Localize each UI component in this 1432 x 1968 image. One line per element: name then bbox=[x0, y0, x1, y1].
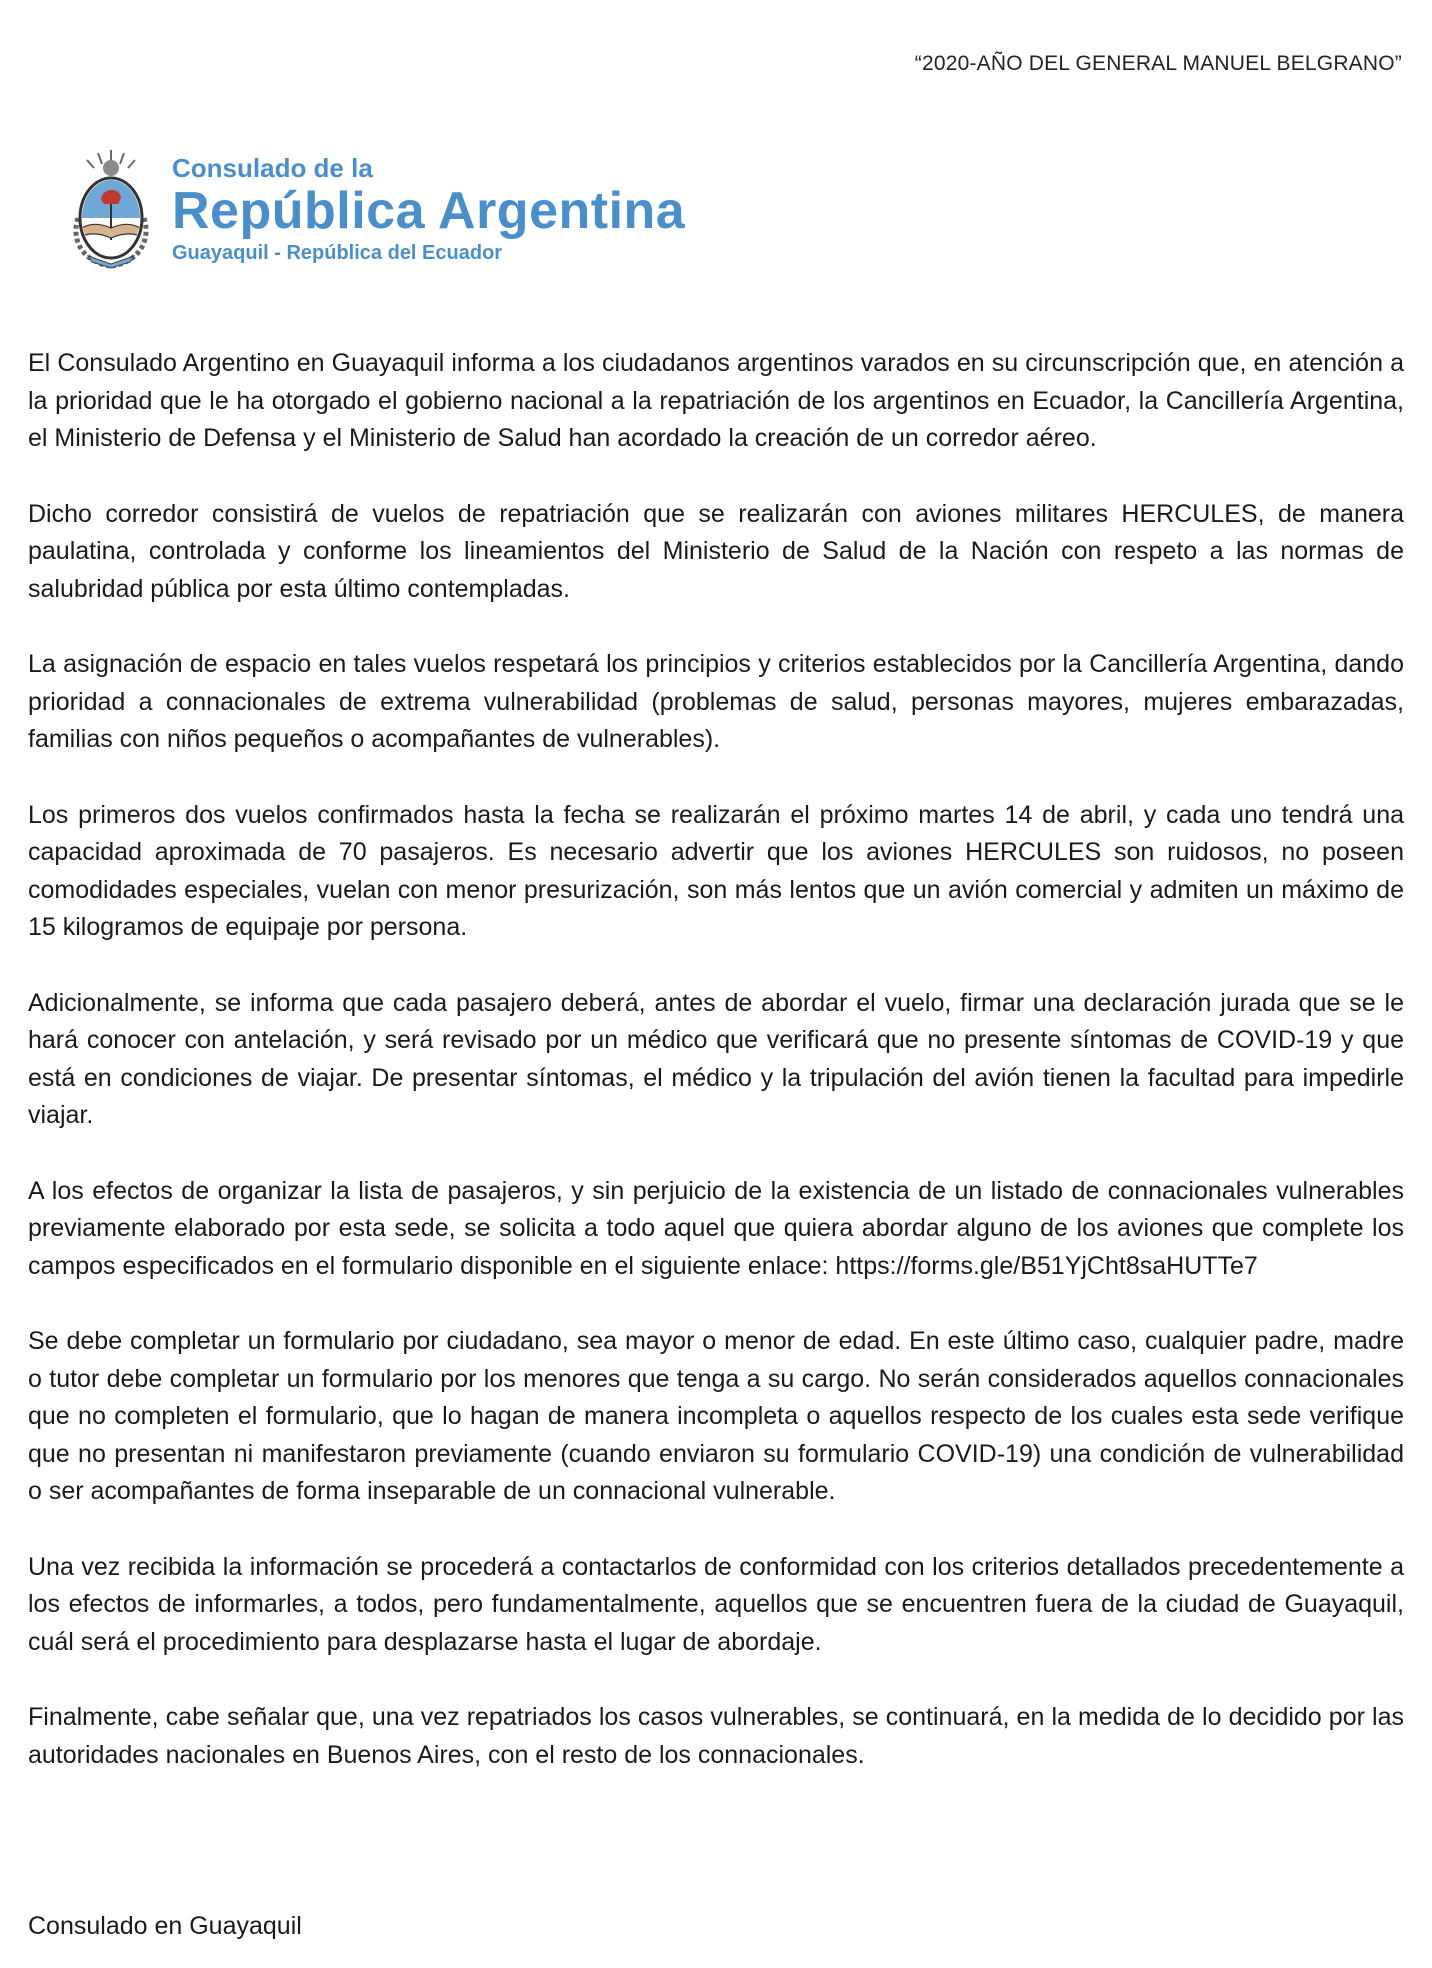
paragraph-8: Una vez recibida la información se procederá a contactarlos de conformidad con los criterios detallados precedentemente a los efectos de informarles, a todos, pero fundamentalmente, aquellos que se encuentren fuera de la ciudad de Guayaquil, cuál será el procedimiento para desplazarse hasta el lugar de abordaje. bbox=[28, 1552, 1404, 1656]
letterhead-line-consulado: Consulado de la bbox=[172, 153, 373, 183]
paragraph-1: El Consulado Argentino en Guayaquil informa a los ciudadanos argentinos varados en su circunscripción que, en atención a la prioridad que le ha otorgado el gobierno nacional a la repatriación de los argentinos en Ecuador, la Cancillería Argentina, el Ministerio de Defensa y el Ministerio de Salud han acordado la creación de un corredor aéreo. bbox=[28, 349, 1404, 452]
paragraph-9: Finalmente, cabe señalar que, una vez repatriados los casos vulnerables, se continuará, en la medida de lo decidido por las autoridades nacionales en Buenos Aires, con el resto de los connacionales. bbox=[28, 1703, 1404, 1769]
argentine-coat-of-arms-icon bbox=[68, 148, 154, 270]
letter-body bbox=[28, 345, 1404, 1812]
header-motto: “2020-AÑO DEL GENERAL MANUEL BELGRANO” bbox=[914, 52, 1402, 75]
paragraph-4: Los primeros dos vuelos confirmados hasta la fecha se realizarán el próximo martes 14 de abril, y cada uno tendrá una capacidad aproximada de 70 pasajeros. Es necesario advertir que los aviones HERCULES son ruidosos, no poseen comodidades especiales, vuelan con menor presurización, son más lentos que un avión comercial y admiten un máximo de 15 kilogramos de equipaje por persona. bbox=[28, 800, 1404, 941]
letterhead bbox=[68, 148, 685, 270]
letterhead-line-republica: República Argentina bbox=[172, 182, 686, 240]
letterhead-text bbox=[172, 153, 685, 265]
paragraph-5: Adicionalmente, se informa que cada pasajero deberá, antes de abordar el vuelo, firmar una declaración jurada que se le hará conocer con antelación, y será revisado por un médico que verificará que no presente síntomas de COVID-19 y que está en condiciones de viajar. De presentar síntomas, el médico y la tripulación del avión tienen la facultad para impedirle viajar. bbox=[28, 988, 1404, 1129]
letterhead-line-location: Guayaquil - República del Ecuador bbox=[172, 242, 503, 264]
signoff: Consulado en Guayaquil bbox=[28, 1912, 302, 1940]
paragraph-3: La asignación de espacio en tales vuelos respetará los principios y criterios establecidos por la Cancillería Argentina, dando prioridad a connacionales de extrema vulnerabilidad (problemas de salud, personas mayores, mujeres embarazadas, familias con niños pequeños o acompañantes de vulnerables). bbox=[28, 650, 1404, 753]
paragraph-7: Se debe completar un formulario por ciudadano, sea mayor o menor de edad. En este último caso, cualquier padre, madre o tutor debe completar un formulario por los menores que tenga a su cargo. No serán considerados aquellos connacionales que no completen el formulario, que lo hagan de manera incompleta o aquellos respecto de los cuales esta sede verifique que no presentan ni manifestaron previamente (cuando enviaron su formulario COVID-19) una condición de vulnerabilidad o ser acompañantes de forma inseparable de un connacional vulnerable. bbox=[28, 1327, 1404, 1505]
paragraph-2: Dicho corredor consistirá de vuelos de repatriación que se realizarán con aviones militares HERCULES, de manera paulatina, controlada y conforme los lineamientos del Ministerio de Salud de la Nación con respeto a las normas de salubridad pública por esta último contempladas. bbox=[28, 499, 1404, 603]
paragraph-6: A los efectos de organizar la lista de pasajeros, y sin perjuicio de la existencia de un listado de connacionales vulnerables previamente elaborado por esta sede, se solicita a todo aquel que quiera abordar alguno de los aviones que complete los campos especificados en el formulario disponible en el siguiente enlace: https://forms.gle/B51YjCht8saHUTTe7 bbox=[28, 1176, 1404, 1280]
